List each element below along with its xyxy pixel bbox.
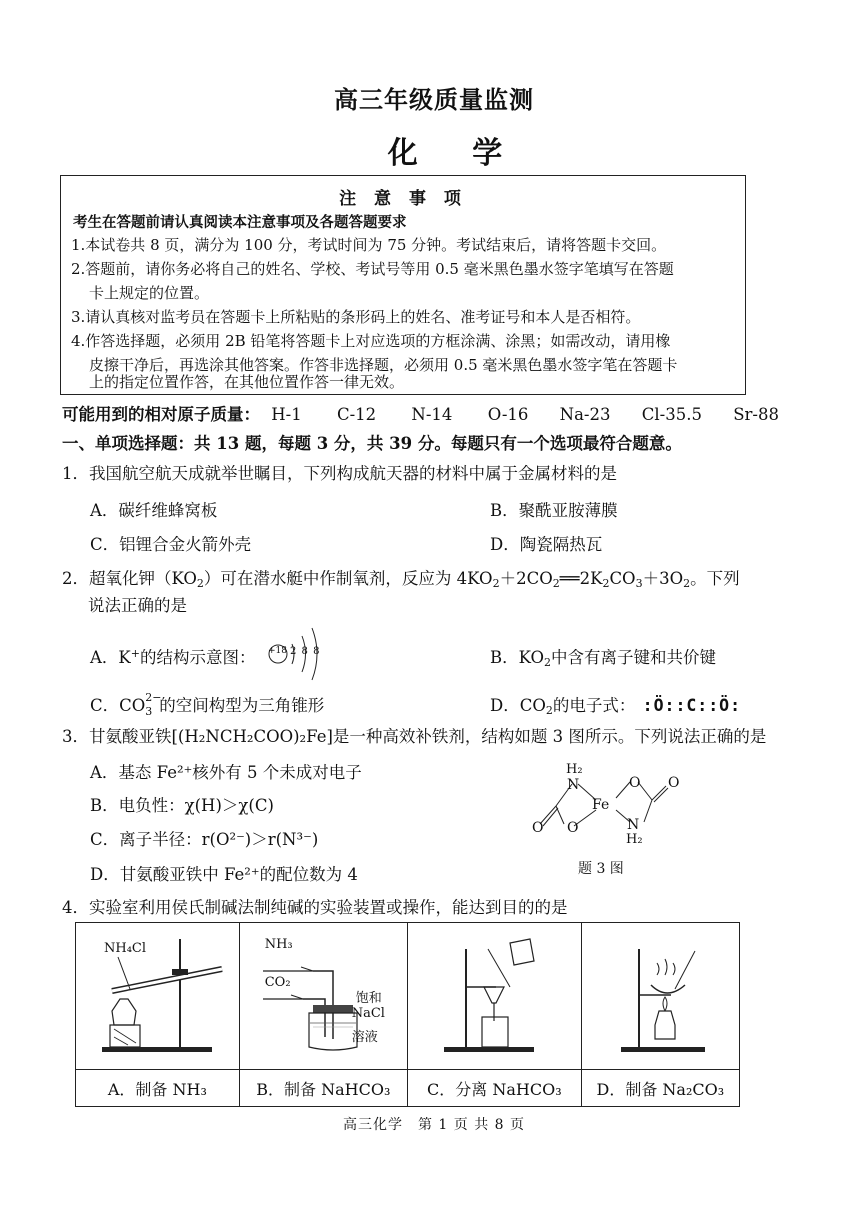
figure-3-caption: 题 3 图 xyxy=(578,861,624,877)
q3-stem: 3．甘氨酸亚铁[(H₂NCH₂COO)₂Fe]是一种高效补铁剂，结构如题 3 图所示。下列说法正确的是 xyxy=(62,727,767,746)
q3-option-a: A．基态 Fe²⁺核外有 5 个未成对电子 xyxy=(90,763,362,782)
label-h2-top: H₂ xyxy=(566,762,583,777)
q2-stem-part: ＋3O xyxy=(642,569,684,588)
notice-title: 注 意 事 项 xyxy=(339,189,467,209)
q2-a-text: A．K xyxy=(90,648,131,667)
q2-c-text: 的空间构型为三角锥形 xyxy=(159,696,325,715)
q2-stem-part: ）可在潜水艇中作制氧剂，反应为 4KO xyxy=(203,569,493,588)
q2-stem-line2: 说法正确的是 xyxy=(88,596,187,615)
apparatus-a-cell xyxy=(76,923,240,1070)
q1-option-c: C．铝锂合金火箭外壳 xyxy=(90,535,252,554)
notice-box xyxy=(60,175,746,395)
q1-option-b: B．聚酰亚胺薄膜 xyxy=(490,501,618,520)
apparatus-b-cell xyxy=(239,923,407,1070)
q2-stem-part: 2．超氧化钾（KO xyxy=(62,569,197,588)
notice-item-1: 1.本试卷共 8 页，满分为 100 分，考试时间为 75 分钟。考试结束后，请将答题卡交回。 xyxy=(71,236,667,254)
q3-option-d: D．甘氨酸亚铁中 Fe²⁺的配位数为 4 xyxy=(90,865,358,884)
mass-n: N-14 xyxy=(411,405,453,424)
atomic-masses xyxy=(62,402,779,428)
q1-option-d: D．陶瓷隔热瓦 xyxy=(490,535,603,554)
q2-c-subscript: 3 xyxy=(145,705,153,718)
q2-d-text: D．CO xyxy=(490,696,546,715)
co2-electron-formula: :Ö::C::Ö: xyxy=(642,696,742,715)
q2-option-c xyxy=(90,692,324,716)
exam-title: 高三年级质量监测 xyxy=(334,85,534,114)
mass-sr: Sr-88 xyxy=(733,405,779,424)
atomic-masses-label: 可能用到的相对原子质量： xyxy=(62,405,260,424)
q2-a-text: 的结构示意图： xyxy=(139,648,256,667)
subject-title: 化 学 xyxy=(387,136,525,171)
notice-item-4b: 皮擦干净后，再选涂其他答案。作答非选择题，必须用 0.5 毫米黑色墨水签字笔在答题卡 xyxy=(89,356,678,374)
mass-c: C-12 xyxy=(336,405,377,424)
q2-c-charge: 2− xyxy=(145,691,162,704)
evaporation-apparatus-icon xyxy=(585,929,735,1059)
label-o-top-right: O xyxy=(629,775,641,791)
notice-item-3: 3.请认真核对监考员在答题卡上所粘贴的条形码上的姓名、准考证号和本人是否相符。 xyxy=(71,308,641,326)
filtration-apparatus-icon xyxy=(414,929,574,1059)
q3-option-c: C．离子半径：r(O²⁻)＞r(N³⁻) xyxy=(90,830,319,849)
caption-a: A．制备 NH₃ xyxy=(76,1070,240,1107)
label-o-far-left: O xyxy=(532,820,544,836)
notice-item-4c-line: 上的指定位置作答，在其他位置作答一律无效。 xyxy=(89,373,405,391)
notice-item-4a: 4.作答选择题，必须用 2B 铅笔将答题卡上对应选项的方框涂满、涂黑；如需改动，请用橡 xyxy=(71,332,671,350)
notice-item-2a: 2.答题前，请你务必将自己的姓名、学校、考试号等用 0.5 毫米黑色墨水签字笔填写在答题 xyxy=(71,260,674,278)
apparatus-c-cell xyxy=(407,923,581,1070)
solution-label: 溶液 xyxy=(351,1030,378,1045)
q2-stem-part: 。下列 xyxy=(690,569,740,588)
q2-option-a xyxy=(90,644,255,668)
q3-option-b: B．电负性：χ(H)＞χ(C) xyxy=(90,796,274,815)
q1-stem: 1．我国航空航天成就举世瞩目，下列构成航天器的材料中属于金属材料的是 xyxy=(62,464,617,483)
q2-stem-part: CO xyxy=(609,569,636,588)
label-o-bottom-left: O xyxy=(567,820,579,836)
saturated-label: 饱和 xyxy=(355,991,382,1006)
q4-stem: 4．实验室利用侯氏制碱法制纯碱的实验装置或操作，能达到目的的是 xyxy=(62,898,568,917)
q2-a-sup: + xyxy=(130,647,140,660)
label-n-bottom: N xyxy=(627,817,640,833)
q2-stem: 2．超氧化钾$(KO_2)$可在潜水艇中作制氧剂，反应为 $4KO_2+2CO_2══2K_2CO_3+3O_2$。下列 xyxy=(62,569,740,590)
nh3-label: NH₃ xyxy=(264,937,293,952)
atom-nucleus-label: +18 xyxy=(268,646,287,656)
nh4cl-label: NH₄Cl xyxy=(104,941,147,956)
q2-option-d: D．$CO_2$的电子式： :Ö::C::Ö: xyxy=(490,696,742,717)
label-h2-bottom: H₂ xyxy=(626,832,643,847)
q2-c-text: C．CO xyxy=(90,696,146,715)
nacl-label: NaCl xyxy=(351,1006,385,1021)
q2-b-text: 中含有离子键和共价键 xyxy=(551,648,717,667)
label-n-top: N xyxy=(567,777,580,793)
q2-b-text: B．KO xyxy=(490,648,545,667)
mass-o: O-16 xyxy=(487,405,529,424)
page-footer: 高三化学 第 1 页 共 8 页 xyxy=(342,1117,526,1133)
atom-shell-electrons: 2 8 8 xyxy=(290,646,321,657)
apparatus-table xyxy=(75,922,740,1107)
notice-item-2b: 卡上规定的位置。 xyxy=(89,284,210,302)
caption-c: C．分离 NaHCO₃ xyxy=(407,1070,581,1107)
section-heading: 一、单项选择题：共 13 题，每题 3 分，共 39 分。每题只有一个选项最符合题意。 xyxy=(62,434,682,453)
q2-stem-part: ══2K xyxy=(559,569,603,588)
q1-option-a: A．碳纤维蜂窝板 xyxy=(90,501,218,520)
apparatus-d-cell xyxy=(581,923,739,1070)
co2-label: CO₂ xyxy=(264,975,291,990)
q2-option-b: B．$KO_2$中含有离子键和共价键 xyxy=(490,648,717,669)
label-o-far-right: O xyxy=(668,775,680,791)
caption-d: D．制备 Na₂CO₃ xyxy=(581,1070,739,1107)
label-fe: Fe xyxy=(592,797,610,813)
mass-na: Na-23 xyxy=(559,405,611,424)
notice-intro: 考生在答题前请认真阅读本注意事项及各题答题要求 xyxy=(73,214,407,231)
mass-cl: Cl-35.5 xyxy=(641,405,702,424)
q2-d-text: 的电子式： xyxy=(552,696,636,715)
mass-h: H-1 xyxy=(271,405,302,424)
q2-stem-part: ＋2CO xyxy=(499,569,553,588)
caption-b: B．制备 NaHCO₃ xyxy=(239,1070,407,1107)
